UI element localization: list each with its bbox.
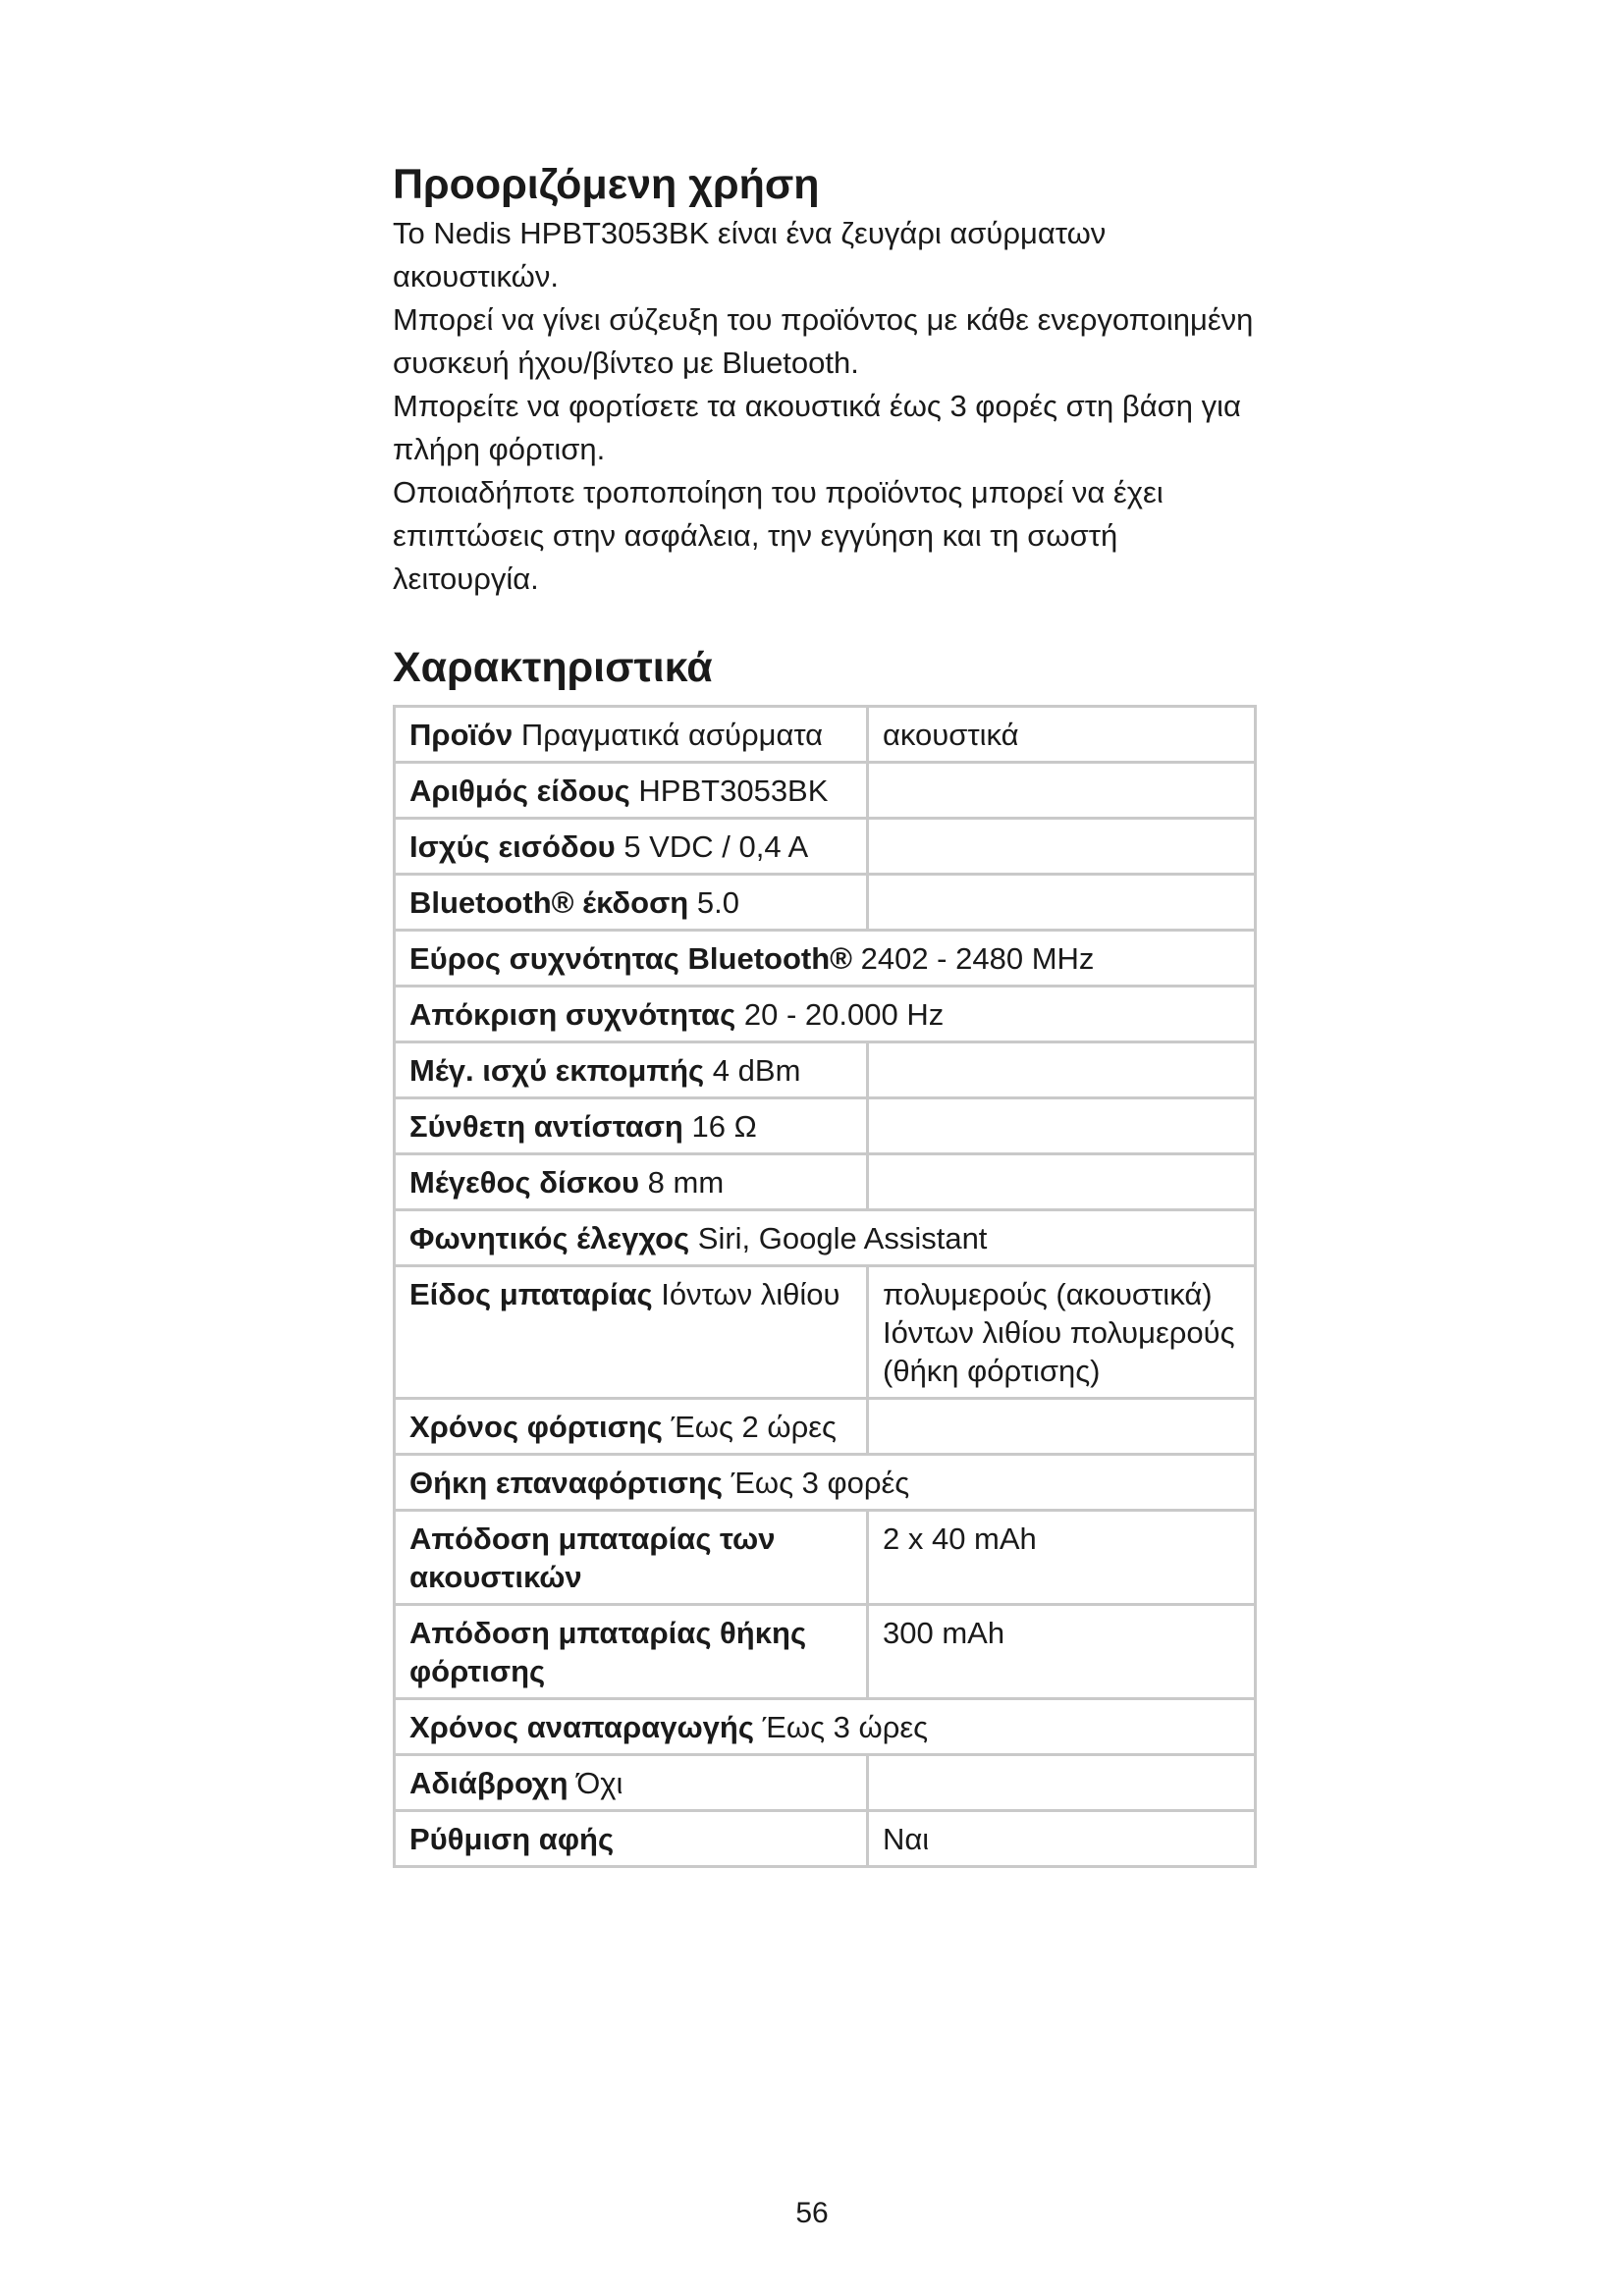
spec-value-cell: 300 mAh: [868, 1605, 1256, 1699]
table-row: [395, 1699, 1256, 1755]
table-row: [395, 1755, 1256, 1811]
spec-label: Εύρος συχνότητας Bluetooth®: [409, 941, 852, 976]
intended-use-heading: Προοριζόμενη χρήση: [393, 161, 820, 208]
spec-label: Μέγεθος δίσκου: [409, 1165, 640, 1200]
spec-label-cell: [395, 1455, 1256, 1511]
spec-label-cell: [395, 819, 868, 875]
spec-value-cell: [868, 1154, 1256, 1210]
spec-value: 5 VDC / 0,4 A: [623, 829, 809, 864]
spec-label-cell: [395, 1266, 868, 1399]
table-row: [395, 931, 1256, 987]
table-row: [395, 1455, 1256, 1511]
spec-value-cell: [868, 763, 1256, 819]
spec-label: Bluetooth® έκδοση: [409, 885, 689, 920]
spec-label: Είδος μπαταρίας: [409, 1277, 653, 1311]
table-row: [395, 987, 1256, 1042]
spec-label: Χρόνος αναπαραγωγής: [409, 1710, 754, 1744]
spec-label: Ρύθμιση αφής: [409, 1822, 615, 1856]
spec-label: Φωνητικός έλεγχος: [409, 1221, 690, 1255]
spec-label-cell: [395, 931, 1256, 987]
table-row: [395, 1511, 1256, 1605]
spec-value: Έως 2 ώρες: [671, 1410, 837, 1444]
spec-value: Έως 3 φορές: [731, 1466, 910, 1500]
spec-value-cell: [868, 875, 1256, 931]
spec-value: 4 dBm: [712, 1053, 801, 1088]
spec-label: Προϊόν: [409, 718, 514, 752]
intended-use-paragraph: Μπορεί να γίνει σύζευξη του προϊόντος με κάθε ενεργοποιημένη συσκευή ήχου/βίντεο με Bluetooth.: [393, 302, 1254, 380]
table-row: [395, 707, 1256, 763]
table-row: [395, 819, 1256, 875]
spec-value-cell: ακουστικά: [868, 707, 1256, 763]
spec-label: Αδιάβροχη: [409, 1766, 568, 1800]
table-row: [395, 1210, 1256, 1266]
spec-value: 20 - 20.000 Hz: [743, 997, 945, 1032]
table-row: [395, 1605, 1256, 1699]
table-row: [395, 1399, 1256, 1455]
intended-use-paragraph: Το Nedis HPBT3053BK είναι ένα ζευγάρι ασύρματων ακουστικών.: [393, 216, 1107, 294]
spec-value: 2402 - 2480 MHz: [860, 941, 1095, 976]
spec-value-cell: [868, 1399, 1256, 1455]
spec-label-cell: [395, 1511, 868, 1605]
table-row: [395, 1266, 1256, 1399]
spec-value: Ιόντων λιθίου: [661, 1277, 840, 1311]
spec-label-cell: [395, 707, 868, 763]
features-table: [393, 705, 1257, 1868]
spec-value: Όχι: [576, 1766, 623, 1800]
spec-label: Μέγ. ισχύ εκπομπής: [409, 1053, 705, 1088]
spec-label: Απόδοση μπαταρίας των ακουστικών: [409, 1522, 776, 1594]
features-heading: Χαρακτηριστικά: [393, 644, 713, 691]
spec-value-cell: Ναι: [868, 1811, 1256, 1867]
spec-label-cell: [395, 763, 868, 819]
spec-label-cell: [395, 1154, 868, 1210]
spec-value: Πραγματικά ασύρματα: [520, 718, 824, 752]
table-row: [395, 1154, 1256, 1210]
spec-value-cell: πολυμερούς (ακουστικά) Ιόντων λιθίου πολυμερούς (θήκη φόρτισης): [868, 1266, 1256, 1399]
page-number: 56: [795, 2197, 829, 2229]
spec-label-cell: [395, 875, 868, 931]
spec-label-cell: [395, 1699, 1256, 1755]
intended-use-paragraph: Μπορείτε να φορτίσετε τα ακουστικά έως 3 φορές στη βάση για πλήρη φόρτιση.: [393, 389, 1241, 466]
spec-label: Σύνθετη αντίσταση: [409, 1109, 683, 1144]
spec-value: Έως 3 ώρες: [762, 1710, 929, 1744]
spec-label: Χρόνος φόρτισης: [409, 1410, 663, 1444]
table-row: [395, 1811, 1256, 1867]
spec-label: Απόδοση μπαταρίας θήκης φόρτισης: [409, 1616, 807, 1688]
table-row: [395, 875, 1256, 931]
intended-use-body: [393, 212, 1257, 601]
spec-value: Siri, Google Assistant: [697, 1221, 988, 1255]
spec-value: HPBT3053BK: [638, 774, 829, 808]
spec-value-cell: [868, 1042, 1256, 1098]
page-content: [393, 157, 1257, 1868]
spec-value-cell: [868, 1755, 1256, 1811]
spec-label-cell: [395, 1042, 868, 1098]
spec-label: Θήκη επαναφόρτισης: [409, 1466, 723, 1500]
spec-label-cell: [395, 1399, 868, 1455]
spec-label-cell: [395, 987, 1256, 1042]
intended-use-paragraph: Οποιαδήποτε τροποποίηση του προϊόντος μπορεί να έχει επιπτώσεις στην ασφάλεια, την εγγύηση και τη σωστή λειτουργία.: [393, 475, 1164, 596]
spec-label: Αριθμός είδους: [409, 774, 630, 808]
spec-label-cell: [395, 1605, 868, 1699]
spec-label-cell: [395, 1811, 868, 1867]
spec-value-cell: [868, 1098, 1256, 1154]
spec-value: 5.0: [696, 885, 739, 920]
table-row: [395, 763, 1256, 819]
spec-value-cell: 2 x 40 mAh: [868, 1511, 1256, 1605]
table-row: [395, 1098, 1256, 1154]
spec-label-cell: [395, 1755, 868, 1811]
spec-value: 8 mm: [647, 1165, 725, 1200]
table-row: [395, 1042, 1256, 1098]
spec-label-cell: [395, 1098, 868, 1154]
spec-label: Απόκριση συχνότητας: [409, 997, 736, 1032]
spec-value-cell: [868, 819, 1256, 875]
spec-label: Ισχύς εισόδου: [409, 829, 616, 864]
spec-label-cell: [395, 1210, 1256, 1266]
spec-value: 16 Ω: [691, 1109, 757, 1144]
